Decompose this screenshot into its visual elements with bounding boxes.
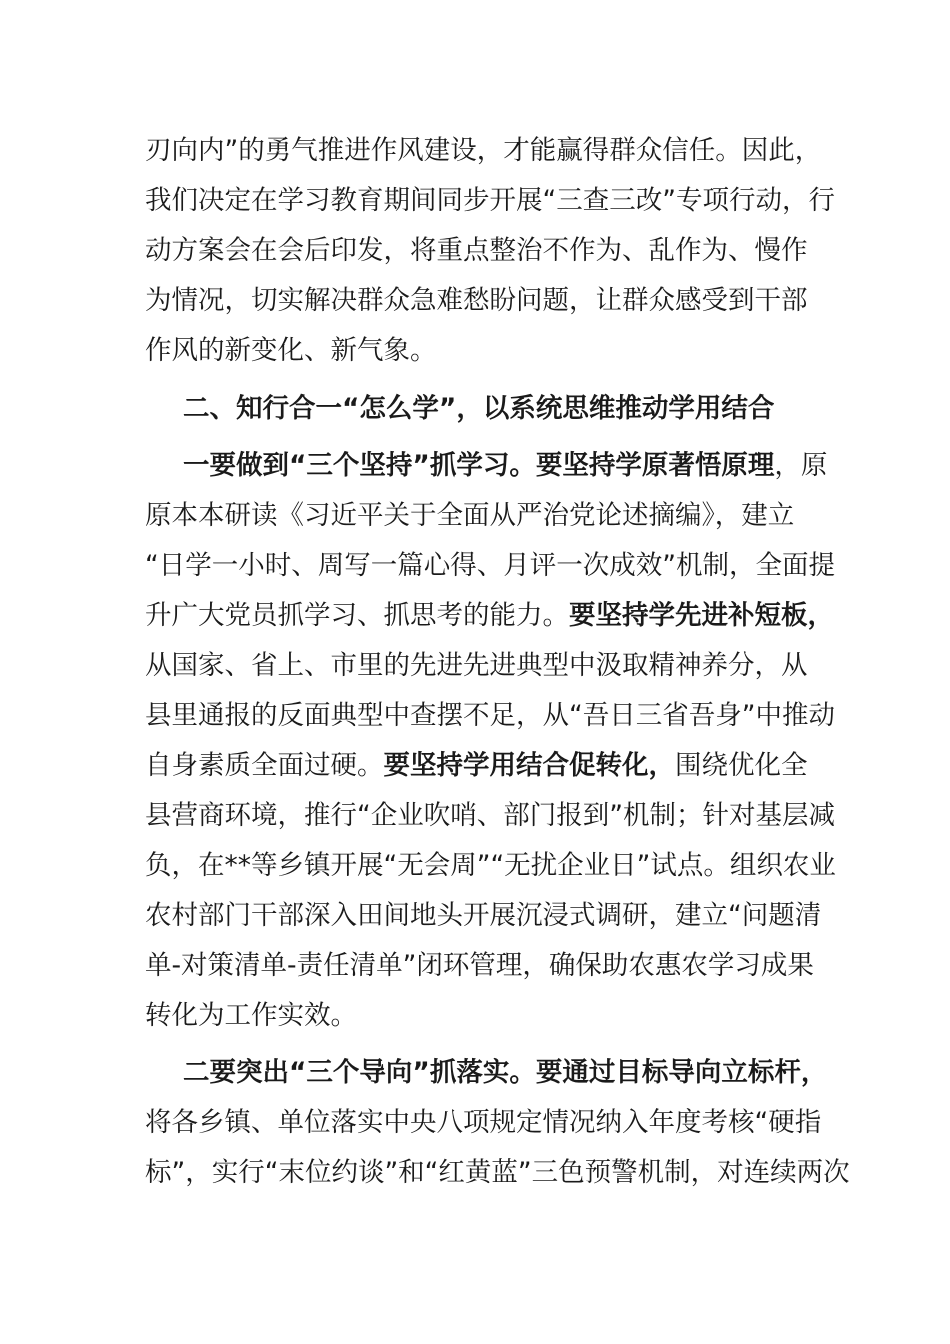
- lead-sentence: 一要做到“三个坚持”抓学习。要坚持学原著悟原理: [183, 450, 775, 481]
- paragraph-line: 县营商环境，推行“企业吹哨、部门报到”机制；针对基层减: [145, 800, 835, 831]
- paragraph-line: 单-对策清单-责任清单”闭环管理，确保助农惠农学习成果: [145, 950, 814, 981]
- paragraph-line: [183, 448, 827, 484]
- section-heading: 二、知行合一“怎么学”，以系统思维推动学用结合: [183, 393, 775, 424]
- paragraph-line: [145, 598, 834, 634]
- text-run: ，原: [774, 450, 828, 481]
- paragraph-line: 县里通报的反面典型中查摆不足，从“吾日三省吾身”中推动: [145, 700, 835, 731]
- paragraph-line: 从国家、省上、市里的先进先进典型中汲取精神养分，从: [145, 650, 808, 681]
- text-run: 自身素质全面过硬。: [145, 750, 384, 781]
- paragraph-line: 将各乡镇、单位落实中央八项规定情况纳入年度考核“硬指: [145, 1107, 822, 1138]
- paragraph-line: 转化为工作实效。: [145, 1000, 357, 1031]
- paragraph-line: 为情况，切实解决群众急难愁盼问题，让群众感受到干部: [145, 285, 808, 316]
- paragraph-line: 刃向内”的勇气推进作风建设，才能赢得群众信任。因此，: [145, 135, 822, 166]
- paragraph-line: 我们决定在学习教育期间同步开展“三查三改”专项行动，行: [145, 185, 835, 216]
- paragraph-line: 作风的新变化、新气象。: [145, 335, 437, 366]
- paragraph-line: 负，在**等乡镇开展“无会周”“无扰企业日”试点。组织农业: [145, 850, 836, 881]
- paragraph-line: 动方案会在会后印发，将重点整治不作为、乱作为、慢作: [145, 235, 808, 266]
- paragraph-line: [145, 748, 808, 784]
- paragraph-line: 原本本研读《习近平关于全面从严治党论述摘编》，建立: [145, 500, 795, 531]
- bold-phrase: 要坚持学先进补短板，: [569, 600, 834, 631]
- paragraph-line: 农村部门干部深入田间地头开展沉浸式调研，建立“问题清: [145, 900, 822, 931]
- paragraph-line: “日学一小时、周写一篇心得、月评一次成效”机制，全面提: [145, 550, 835, 581]
- bold-phrase: 要坚持学用结合促转化，: [383, 750, 675, 781]
- text-run: 升广大党员抓学习、抓思考的能力。: [145, 600, 569, 631]
- text-run: 围绕优化全: [675, 750, 808, 781]
- lead-sentence: 二要突出“三个导向”抓落实。要通过目标导向立标杆，: [183, 1057, 828, 1088]
- paragraph-line: 标”，实行“末位约谈”和“红黄蓝”三色预警机制，对连续两次: [145, 1157, 850, 1188]
